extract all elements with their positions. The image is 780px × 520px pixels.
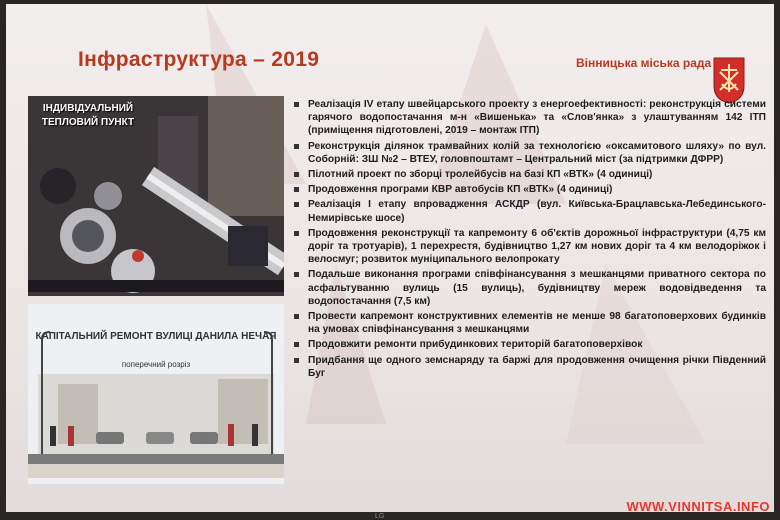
- organization-name: Вінницька міська рада: [576, 56, 712, 70]
- list-item: Реалізація IV етапу швейцарського проекту з енергоефективності: реконструкція системи гарячого водопостачання м-н «Вишенька» та «Слов'янка» з улаштуванням 142 ІТП (приміщення підготовлені, 2019 – монтаж ІТП): [292, 98, 766, 138]
- list-item: Продовжити ремонти прибудинкових територій багатоповерхівок: [292, 338, 766, 351]
- plans-list: [292, 98, 766, 382]
- list-item: Провести капремонт конструктивних елементів не менше 98 багатоповерхових будинків на умовах співфінансування з мешканцями: [292, 310, 766, 336]
- heat-point-photo: [28, 96, 284, 296]
- city-coat-of-arms-icon: [712, 56, 746, 104]
- site-watermark: WWW.VINNITSA.INFO: [626, 499, 770, 514]
- photo2-label: КАПІТАЛЬНИЙ РЕМОНТ ВУЛИЦІ ДАНИЛА НЕЧАЯ: [35, 331, 277, 342]
- list-item: Продовження програми КВР автобусів КП «ВТК» (4 одиниці): [292, 183, 766, 196]
- slide-title: Інфраструктура – 2019: [78, 48, 320, 71]
- presentation-screen: [6, 4, 774, 512]
- photo2-sublabel: поперечний розріз: [121, 360, 191, 369]
- list-item: Продовження реконструкції та капремонту 6 об'єктів дорожньої інфраструктури (4,75 км доріг та тротуарів), 1 перехрестя, будівництво 1,27 км нових доріг та 4 км велодоріжок і велосмуг; розвиток муніципального велопрокату: [292, 227, 766, 267]
- list-item: Реконструкція ділянок трамвайних колій за технологією «оксамитового шляху» по вул. Соборній: ЗШ №2 – ВТЕУ, головпоштамт – Центральний міст (за підтримки ДФРР): [292, 140, 766, 166]
- list-item: Подальше виконання програми співфінансування з мешканцями приватного сектора по асфальтуванню вулиць (15 вулиць), будівництву мереж водовідведення та водопостачання (7,5 км): [292, 268, 766, 308]
- list-item: Пілотний проект по зборці тролейбусів на базі КП «ВТК» (4 одиниці): [292, 168, 766, 181]
- list-item: Реалізація І етапу впровадження АСКДР (вул. Київська-Брацлавська-Лебединського-Немирівське шосе): [292, 198, 766, 224]
- monitor-brand: LG: [375, 513, 385, 520]
- list-item: Придбання ще одного земснаряду та баржі для продовження очищення річки Південний Буг: [292, 354, 766, 380]
- street-cross-section: [28, 304, 284, 484]
- photo1-label: ІНДИВІДУАЛЬНИЙ ТЕПЛОВИЙ ПУНКТ: [41, 103, 135, 128]
